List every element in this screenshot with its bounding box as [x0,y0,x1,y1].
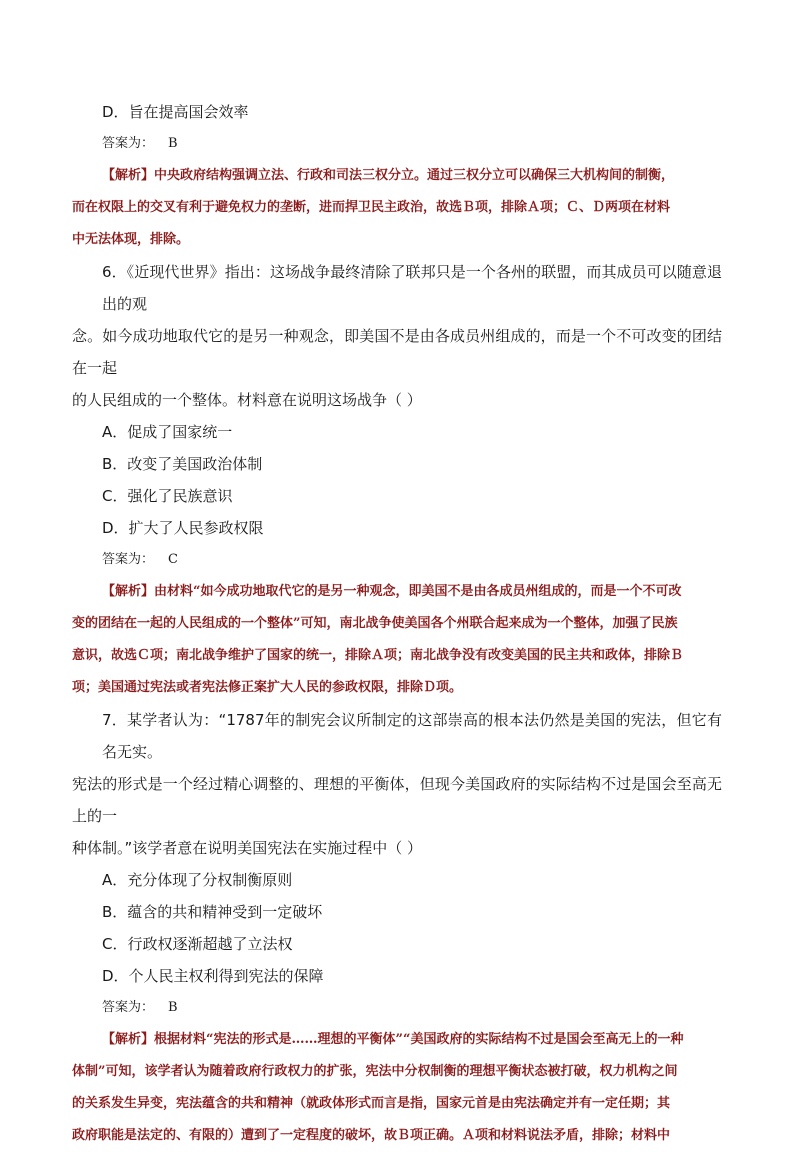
q5-analysis-text-1: 中央政府结构强调立法、行政和司法三权分立。通过三权分立可以确保三大机构间的制衡， [154,168,675,183]
q5-analysis-tag: 【解析】 [102,168,155,183]
q7-analysis-line-1 [72,1024,722,1056]
q6-answer-label: 答案为： [102,552,155,567]
q7-answer-label: 答案为： [102,1000,155,1015]
q6-option-d[interactable]: D．扩大了人民参政权限 [102,519,264,537]
q7-stem-line-2: 宪法的形式是一个经过精心调整的、理想的平衡体，但现今美国政府的实际结构不过是国会至高无上的一 [72,775,722,825]
q6-stem-line-2: 念。如今成功地取代它的是另一种观念，即美国不是由各成员州组成的，而是一个不可改变的团结在一起 [72,327,722,377]
q7-option-b[interactable]: B．蕴含的共和精神受到一定破坏 [102,903,323,921]
document-page [72,96,722,1152]
q7-option-d[interactable]: D．个人民主权利得到宪法的保障 [102,967,324,985]
q6-stem [72,256,722,416]
q5-answer-label: 答案为： [102,136,155,151]
q6-stem-line-3: 的人民组成的一个整体。材料意在说明这场战争（ ） [72,391,422,409]
q7-stem-line-3: 种体制。”该学者意在说明美国宪法在实施过程中（ ） [72,839,423,857]
q6-answer-value: C [168,552,178,567]
q7-analysis-tag: 【解析】 [102,1032,155,1047]
q6-analysis-line-4: 项；美国通过宪法或者宪法修正案扩大人民的参政权限，排除Ｄ项。 [72,680,463,695]
q5-answer [72,128,722,160]
q5-answer-value: B [168,136,178,151]
q7-analysis-line-3: 的关系发生异变，宪法蕴含的共和精神（就政体形式而言是指，国家元首是由宪法确定并有一定任期；其 [72,1096,671,1111]
q5-analysis-line-3: 中无法体现，排除。 [72,232,190,247]
q6-option-c[interactable]: C．强化了民族意识 [102,487,233,505]
q7-analysis-line-2: 体制”可知，该学者认为随着政府行政权力的扩张，宪法中分权制衡的理想平衡状态被打破，权力机构之间 [72,1064,678,1079]
q7-analysis [72,1024,722,1152]
q7-option-a[interactable]: A．充分体现了分权制衡原则 [102,871,293,889]
q6-option-b[interactable]: B．改变了美国政治体制 [102,455,263,473]
q7-answer [72,992,722,1024]
q5-analysis-line-1 [72,160,722,192]
q6-analysis-line-3: 意识，故选Ｃ项；南北战争维护了国家的统一，排除Ａ项；南北战争没有改变美国的民主共和政体，排除Ｂ [72,648,684,663]
q5-analysis [72,160,722,256]
q7-stem [72,704,722,864]
q6-analysis-line-1 [72,576,722,608]
q7-analysis-text-1: 根据材料“宪法的形式是……理想的平衡体”“美国政府的实际结构不过是国会至高无上的一种 [154,1032,684,1047]
q5-analysis-line-2: 而在权限上的交叉有利于避免权力的垄断，进而捍卫民主政治，故选Ｂ项，排除Ａ项；Ｃ、Ｄ两项在材料 [72,200,671,215]
q6-option-a[interactable]: A．促成了国家统一 [102,423,233,441]
q5-option-d[interactable]: D．旨在提高国会效率 [102,103,249,121]
q7-stem-line-1: 7．某学者认为：“1787年的制宪会议所制定的这部崇高的根本法仍然是美国的宪法，但它有名无实。 [102,711,722,761]
q7-answer-value: B [168,1000,178,1015]
q6-analysis-text-1: 由材料“如今成功地取代它的是另一种观念，即美国不是由各成员州组成的，而是一个不可改 [154,584,682,599]
q6-analysis [72,576,722,704]
q6-answer [72,544,722,576]
q6-stem-line-1: 6．《近现代世界》指出：这场战争最终清除了联邦只是一个各州的联盟，而其成员可以随意退出的观 [102,263,722,313]
q6-analysis-tag: 【解析】 [102,584,155,599]
q6-analysis-line-2: 变的团结在一起的人民组成的一个整体”可知，南北战争使美国各个州联合起来成为一个整体，加强了民族 [72,616,678,631]
q7-analysis-line-4: 政府职能是法定的、有限的）遭到了一定程度的破坏，故Ｂ项正确。Ａ项和材料说法矛盾，排除；材料中 [72,1128,671,1143]
q7-option-c[interactable]: C．行政权逐渐超越了立法权 [102,935,293,953]
